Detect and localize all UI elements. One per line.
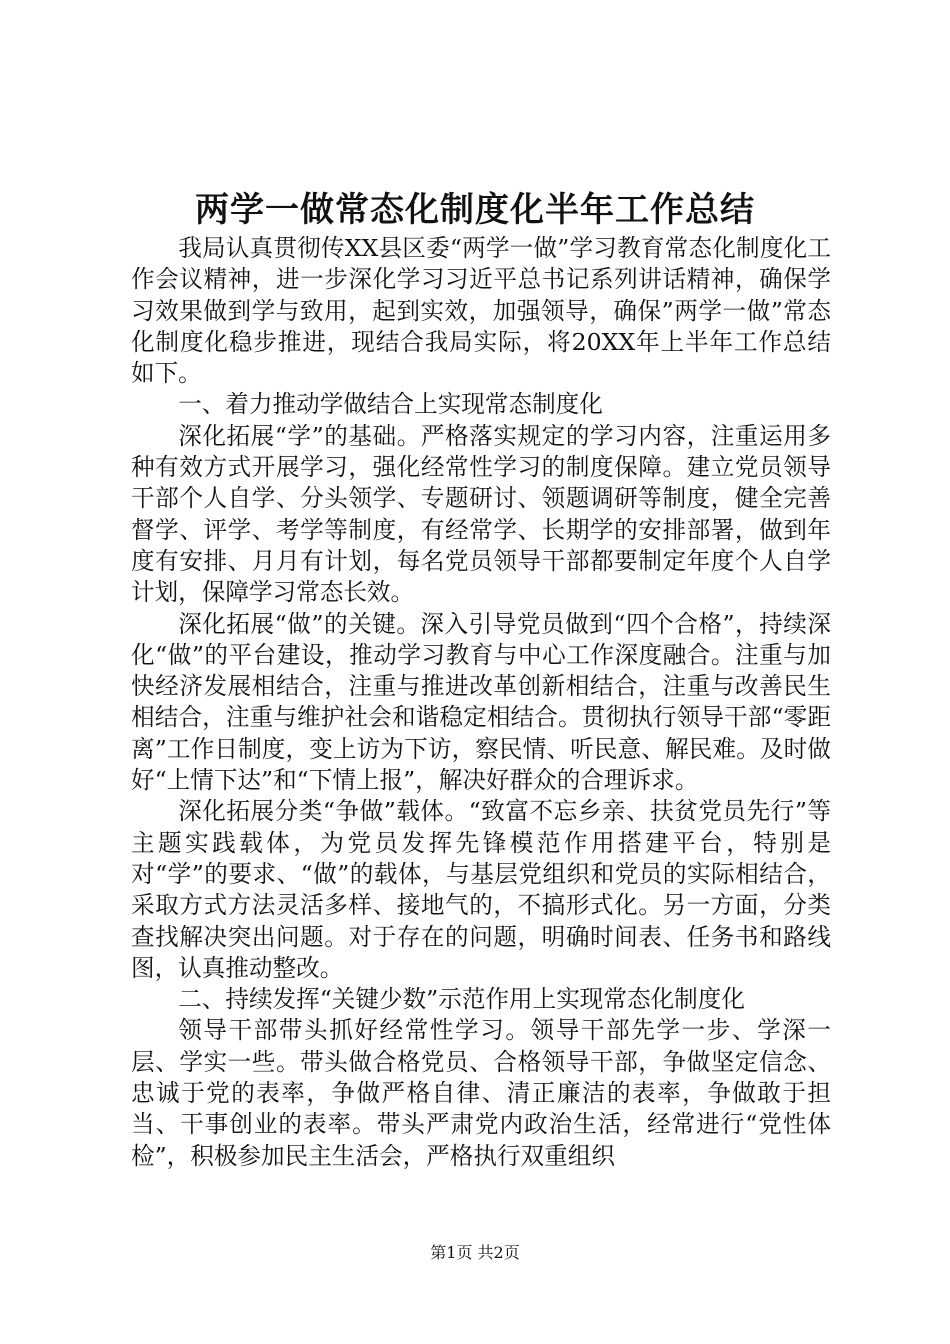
paragraph-carrier: 深化拓展分类“争做”载体。“致富不忘乡亲、扶贫党员先行”等主题实践载体，为党员发挥先锋模范作用搭建平台，特别是对“学”的要求、“做”的载体，与基层党组织和党员的实际相结合，采取方式方法灵活多样、接地气的，不搞形式化。另一方面，分类查找解决突出问题。对于存在的问题，明确时间表、任务书和路线图，认真推动整改。 <box>131 797 831 982</box>
paragraph-intro: 我局认真贯彻传XX县区委“两学一做”学习教育常态化制度化工作会议精神，进一步深化学习习近平总书记系列讲话精神，确保学习效果做到学与致用，起到实效，加强领导，确保”两学一做”常态化制度化稳步推进，现结合我局实际，将20XX年上半年工作总结如下。 <box>131 234 831 388</box>
document-body <box>131 233 831 1172</box>
paragraph-practice: 深化拓展“做”的关键。深入引导党员做到“四个合格”，持续深化“做”的平台建设，推动学习教育与中心工作深度融合。注重与加快经济发展相结合，注重与推进改革创新相结合，注重与改善民生相结合，注重与维护社会和谐稳定相结合。贯彻执行领导干部“零距离”工作日制度，变上访为下访，察民情、听民意、解民难。及时做好“上情下达”和“下情上报”，解决好群众的合理诉求。 <box>131 609 831 795</box>
page-number-footer: 第1页 共2页 <box>430 1243 520 1262</box>
section-heading-2: 二、持续发挥“关键少数”示范作用上实现常态化制度化 <box>178 985 745 1014</box>
paragraph-leaders: 领导干部带头抓好经常性学习。领导干部先学一步、学深一层、学实一些。带头做合格党员、合格领导干部，争做坚定信念、忠诚于党的表率，争做严格自律、清正廉洁的表率，争做敢于担当、干事创业的表率。带头严肃党内政治生活，经常进行“党性体检”，积极参加民主生活会，严格执行双重组织 <box>131 1016 831 1170</box>
document-title: 两学一做常态化制度化半年工作总结 <box>195 190 755 230</box>
section-heading-1: 一、着力推动学做结合上实现常态制度化 <box>178 390 603 419</box>
paragraph-study: 深化拓展“学”的基础。严格落实规定的学习内容，注重运用多种有效方式开展学习，强化经常性学习的制度保障。建立党员领导干部个人自学、分头领学、专题研讨、领题调研等制度，健全完善督学、评学、考学等制度，有经常学、长期学的安排部署，做到年度有安排、月月有计划，每名党员领导干部都要制定年度个人自学计划，保障学习常态长效。 <box>131 421 831 607</box>
